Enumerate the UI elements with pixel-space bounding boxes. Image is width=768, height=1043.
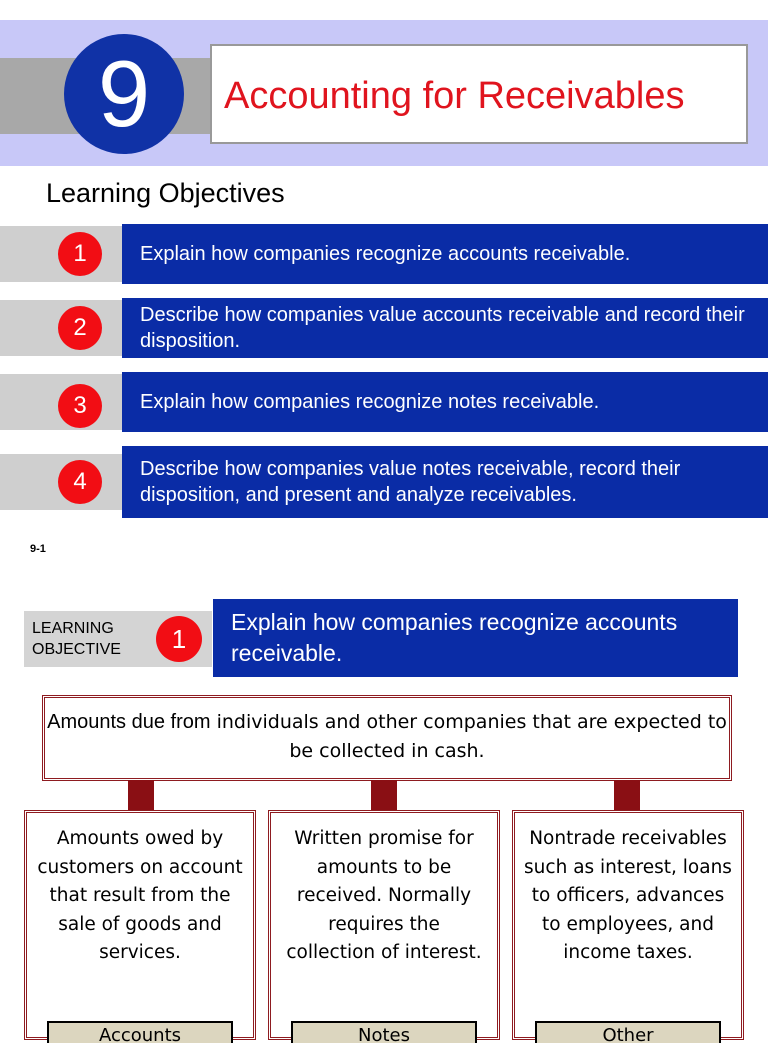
- objective-text: Explain how companies recognize accounts receivable.: [122, 224, 768, 284]
- objective-text: Explain how companies recognize notes receivable.: [122, 372, 768, 432]
- card-tab: Notes: [291, 1021, 477, 1043]
- definition-box: [42, 695, 732, 781]
- objective-number-badge: 4: [58, 460, 102, 504]
- connector: [614, 780, 640, 812]
- receivable-card-accounts: [24, 810, 256, 1043]
- receivable-card-notes: [268, 810, 500, 1043]
- objective-row: [0, 224, 768, 284]
- objective-text: Describe how companies value accounts receivable and record their disposition.: [122, 298, 768, 358]
- receivable-card-other: [512, 810, 744, 1043]
- card-tab: Accounts: [47, 1021, 233, 1043]
- card-text: Written promise for amounts to be received. Normally requires the collection of interest.: [286, 828, 482, 963]
- objective-number-badge: 3: [58, 384, 102, 428]
- objective-row: [0, 372, 768, 432]
- page-number: 9-1: [30, 543, 46, 555]
- objective-number-badge: 1: [58, 232, 102, 276]
- objective-row: [0, 298, 768, 358]
- learning-objective-label-text: LEARNING OBJECTIVE: [32, 620, 121, 658]
- connector: [128, 780, 154, 812]
- objective-number-badge: 2: [58, 306, 102, 350]
- objective-number-badge: 1: [156, 616, 202, 662]
- objective-row: [0, 446, 768, 518]
- connector: [371, 780, 397, 812]
- chapter-title: Accounting for Receivables: [210, 44, 748, 144]
- definition-text: individuals and other companies that are expected to be collected in cash.: [210, 711, 727, 762]
- card-text: Amounts owed by customers on account that result from the sale of goods and services.: [37, 828, 243, 963]
- card-tab: Other: [535, 1021, 721, 1043]
- learning-objectives-heading: Learning Objectives: [46, 178, 285, 208]
- chapter-number-badge: 9: [64, 34, 184, 154]
- objective-text: Describe how companies value notes receivable, record their disposition, and present and analyze receivables.: [122, 446, 768, 518]
- objective-statement: Explain how companies recognize accounts receivable.: [213, 599, 738, 677]
- card-text: Nontrade receivables such as interest, loans to officers, advances to employees, and income taxes.: [524, 828, 732, 963]
- definition-lead: Amounts due from: [47, 711, 211, 733]
